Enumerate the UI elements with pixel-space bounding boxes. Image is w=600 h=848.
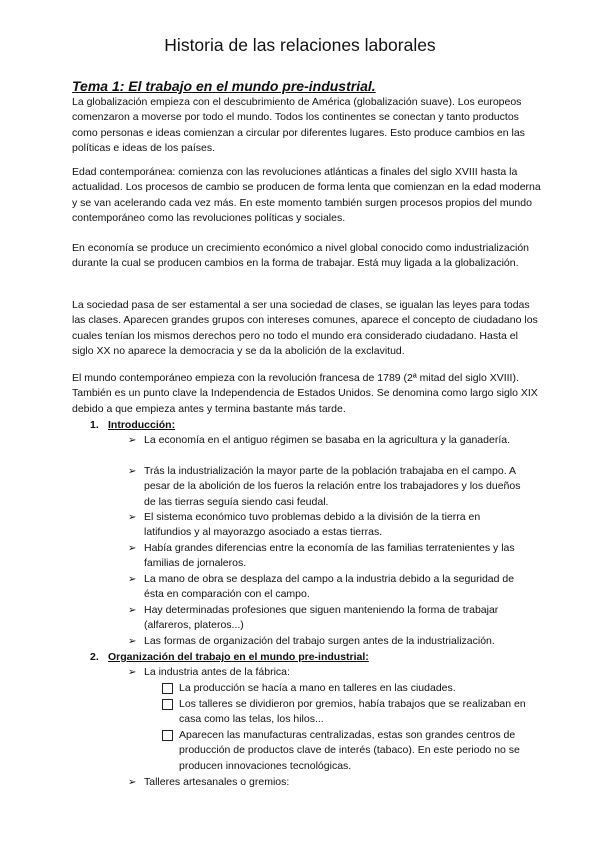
arrow-bullet-icon: ➢: [128, 636, 137, 647]
checkbox-subitem: Los talleres se dividieron por gremios, había trabajos que se realizaban en casa como las telas, los hilos...: [162, 697, 532, 728]
bullet-item: ➢ La industria antes de la fábrica:: [128, 665, 528, 680]
section-number: 1.: [90, 419, 99, 431]
bullet-item: ➢ Había grandes diferencias entre la economía de las familias terratenientes y las familias de jornaleros.: [128, 542, 515, 570]
arrow-bullet-icon: ➢: [128, 777, 137, 788]
bullet-item: ➢ Trás la industrialización la mayor parte de la población trabajaba en el campo. A pesar de la abolición de los fueros la relación entre los trabajadores y los dueños de las tierras seguía siendo casi feudal.: [128, 465, 521, 508]
paragraph-contemporary-age: Edad contemporánea: comienza con las revoluciones atlánticas a finales del siglo XVIII hasta la actualidad. Los procesos de cambio se producen de forma lenta que comienzan en la edad moderna y se van acelerando cada vez más. En este momento también surgen procesos propios del mundo contemporáneo como las revoluciones políticas y sociales.: [72, 166, 541, 224]
checkbox-subitem: Aparecen las manufacturas centralizadas, estas son grandes centros de producción de productos clave de interés (tabaco). En este periodo no se producen innovaciones tecnológicas.: [162, 728, 532, 774]
document-title: Historia de las relaciones laborales: [164, 35, 436, 55]
checkbox-square-icon: [162, 730, 173, 741]
arrow-bullet-icon: ➢: [128, 435, 137, 446]
bullet-item: ➢ El sistema económico tuvo problemas debido a la división de la tierra en latifundios y al mayorazgo asociado a estas tierras.: [128, 511, 481, 539]
section-label: Organización del trabajo en el mundo pre-industrial:: [108, 651, 369, 663]
bullet-item: ➢ La economía en el antiguo régimen se basaba en la agricultura y la ganadería.: [128, 433, 528, 448]
arrow-bullet-icon: ➢: [128, 466, 137, 477]
paragraph-contemporary-world: El mundo contemporáneo empieza con la revolución francesa de 1789 (2ª mitad del siglo XVIII). También es un punto clave la Independencia de Estados Unidos. Se denomina como largo siglo XIX debido a que empieza antes y termina bastante más tarde.: [72, 372, 538, 415]
section-label: Introducción:: [108, 419, 176, 431]
arrow-bullet-icon: ➢: [128, 512, 137, 523]
bullet-item: ➢ La mano de obra se desplaza del campo a la industria debido a la seguridad de ésta en comparación con el campo.: [128, 573, 515, 601]
paragraph-economy: En economía se produce un crecimiento económico a nivel global conocido como industrialización durante la cual se producen cambios en la forma de trabajar. Está muy ligada a la globalización.: [72, 242, 530, 270]
arrow-bullet-icon: ➢: [128, 605, 137, 616]
bullet-item: ➢ Hay determinadas profesiones que siguen manteniendo la forma de trabajar (alfareros, plateros...): [128, 604, 499, 632]
checkbox-square-icon: [162, 683, 173, 694]
section-number: 2.: [90, 651, 99, 663]
bullet-item: ➢ Talleres artesanales o gremios:: [128, 775, 528, 790]
section-heading-organizacion: [90, 650, 369, 665]
paragraph-globalization: La globalización empieza con el descubrimiento de América (globalización suave). Los europeos comenzaron a moverse por todo el mundo. Todos los continentes se conectan y tanto productos como personas e ideas comienzan a circular por diferentes lugares. Esto produce cambios en las políticas e ideas de los países.: [72, 96, 525, 154]
arrow-bullet-icon: ➢: [128, 543, 137, 554]
section-heading-introduccion: [90, 418, 175, 433]
bullet-item: ➢ Las formas de organización del trabajo surgen antes de la industrialización.: [128, 634, 528, 649]
topic-heading: Tema 1: El trabajo en el mundo pre-industrial.: [72, 78, 376, 94]
paragraph-society: La sociedad pasa de ser estamental a ser una sociedad de clases, se igualan las leyes para todas las clases. Aparecen grandes grupos con intereses comunes, aparece el concepto de ciudadano los cuales tenían los mismos derechos pero no todo el mundo era considerado ciudadano. Hasta el siglo XX no aparece la democracia y se da la abolición de la exclavitud.: [72, 299, 538, 357]
checkbox-square-icon: [162, 699, 173, 710]
arrow-bullet-icon: ➢: [128, 574, 137, 585]
checkbox-subitem: La producción se hacía a mano en talleres en las ciudades.: [162, 681, 532, 696]
arrow-bullet-icon: ➢: [128, 667, 137, 678]
